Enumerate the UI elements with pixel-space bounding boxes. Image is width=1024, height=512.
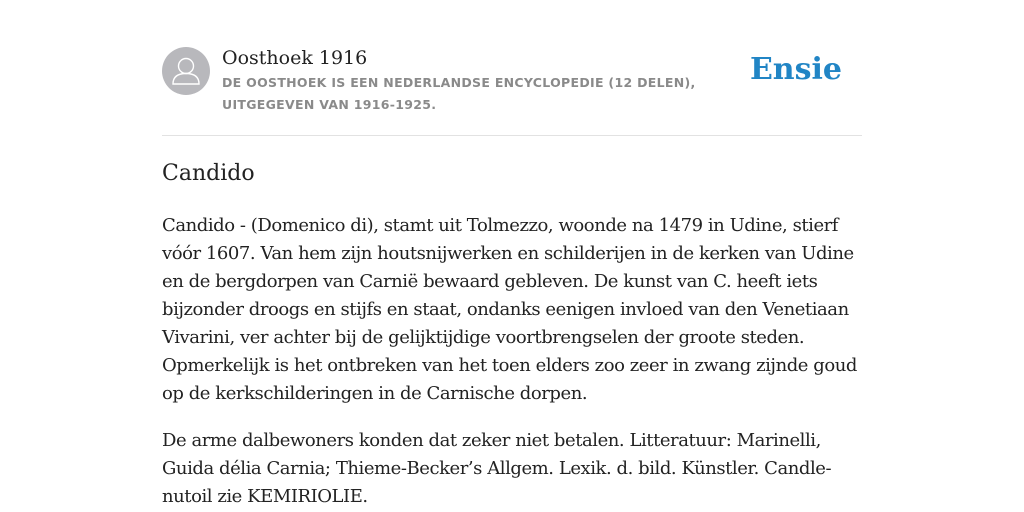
- article-paragraph: Candido - (Domenico di), stamt uit Tolmezzo, woonde na 1479 in Udine, stierf vóór 1607. Van hem zijn houtsnijwerken en schilderijen in de kerken van Udine en de bergdorpen van Carnië bewaard gebleven. De kunst van C. heeft iets bijzonder droogs en stijfs en staat, ondanks eenigen invloed van den Venetiaan Vivarini, ver achter bij de gelijktijdige voortbrengselen der groote steden. Opmerkelijk is het ontbreken van het toen elders zoo zeer in zwang zijnde goud op de kerkschilderingen in de Carnische dorpen.: [162, 215, 857, 404]
- article-title: Candido: [162, 161, 255, 186]
- source-header: [162, 46, 862, 116]
- source-name[interactable]: Oosthoek 1916: [222, 47, 368, 69]
- article-paragraph: De arme dalbewoners konden dat zeker niet betalen. Litteratuur: Marinelli, Guida délia Carnia; Thieme-Becker’s Allgem. Lexik. d. bild. Künstler. Candle-nutoil zie KEMIRIOLIE.: [162, 430, 832, 507]
- user-avatar-icon[interactable]: [162, 47, 210, 95]
- header-divider: [162, 135, 862, 136]
- source-description: DE OOSTHOEK IS EEN NEDERLANDSE ENCYCLOPEDIE (12 DELEN), UITGEGEVEN VAN 1916-1925.: [222, 75, 696, 112]
- article-body: [162, 212, 868, 512]
- brand-logo-link[interactable]: Ensie: [749, 52, 842, 87]
